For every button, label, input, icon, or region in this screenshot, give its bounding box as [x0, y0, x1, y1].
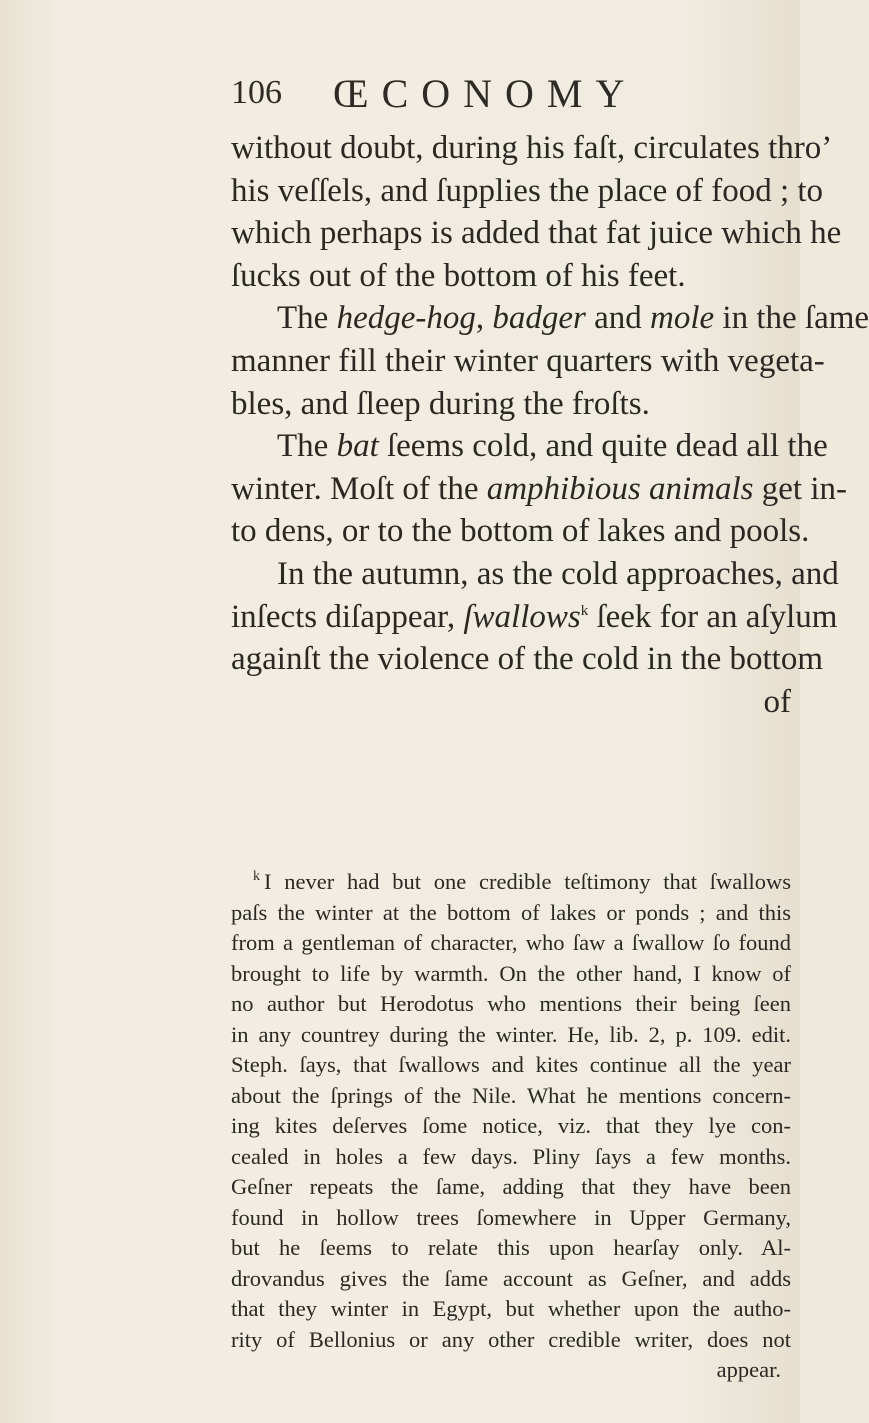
- italic-term: amphibious animals: [486, 470, 754, 507]
- footnote-line: Steph. ſays, that ſwallows and kites continue all the year: [231, 1052, 791, 1077]
- footnote-line: paſs the winter at the bottom of lakes or ponds ; and this: [231, 899, 791, 925]
- footnote-line: brought to life by warmth. On the other hand, I know of: [231, 960, 791, 986]
- footnote-line: about the ſprings of the Nile. What he mentions concern-: [231, 1082, 791, 1108]
- footnote-mark: k: [253, 869, 260, 884]
- text-line: his veſſels, and ſupplies the place of food ; to: [231, 172, 824, 209]
- text-line: The hedge-hog, badger and mole in the ſame: [277, 300, 869, 337]
- text-line: The bat ſeems cold, and quite dead all the: [277, 428, 828, 465]
- footnote-line: $^k$ I never had but one credible teſtimony that ſwallows: [253, 869, 791, 894]
- text-line: bles, and ſleep during the froſts.: [231, 385, 650, 422]
- page-header: [231, 70, 791, 120]
- footnote-catchword: appear.: [716, 1357, 781, 1382]
- text-line: without doubt, during his faſt, circulates thro’: [231, 130, 833, 166]
- footnote-line: cealed in holes a few days. Pliny ſays a few months.: [231, 1143, 791, 1169]
- page-number: 106: [231, 74, 282, 111]
- footnote-line: in any countrey during the winter. He, lib. 2, p. 109. edit.: [231, 1021, 791, 1047]
- italic-term: bat: [336, 428, 379, 465]
- footnote-line: that they winter in Egypt, but whether upon the autho-: [231, 1296, 791, 1321]
- text-line: ſucks out of the bottom of his feet.: [231, 257, 686, 294]
- footnote: [231, 862, 791, 1386]
- catchword: of: [763, 683, 791, 720]
- italic-term: hedge-hog: [336, 300, 476, 337]
- footnote-line: rity of Bellonius or any other credible writer, does not: [231, 1326, 791, 1352]
- footnote-line: found in hollow trees ſomewhere in Upper Germany,: [231, 1204, 791, 1230]
- text-line: In the autumn, as the cold approaches, and: [277, 555, 839, 592]
- text-line: to dens, or to the bottom of lakes and pools.: [231, 513, 810, 550]
- text-line: which perhaps is added that fat juice which he: [231, 215, 842, 252]
- main-text: [231, 127, 869, 723]
- footnote-line: ing kites deſerves ſome notice, viz. that they lye con-: [231, 1113, 791, 1138]
- text-line: winter. Moſt of the amphibious animals get in-: [231, 470, 847, 507]
- text-line: manner fill their winter quarters with vegeta-: [231, 342, 825, 379]
- text-line: inſects diſappear, ſwallows$^k$ ſeek for an aſylum: [231, 598, 838, 635]
- footnote-reference: k: [580, 602, 589, 619]
- footnote-line: from a gentleman of character, who ſaw a ſwallow ſo found: [231, 930, 791, 955]
- italic-term: ſwallows: [463, 598, 581, 635]
- text-line: againſt the violence of the cold in the bottom: [231, 641, 824, 678]
- footnote-line: drovandus gives the ſame account as Geſner, and adds: [231, 1265, 791, 1291]
- italic-term: badger: [492, 300, 586, 337]
- running-title: ŒCONOMY: [333, 71, 638, 116]
- italic-term: mole: [650, 300, 715, 337]
- footnote-line: Geſner repeats the ſame, adding that they have been: [231, 1174, 791, 1199]
- footnote-line: no author but Herodotus who mentions their being ſeen: [231, 991, 791, 1016]
- footnote-line: but he ſeems to relate this upon hearſay only. Al-: [231, 1235, 791, 1260]
